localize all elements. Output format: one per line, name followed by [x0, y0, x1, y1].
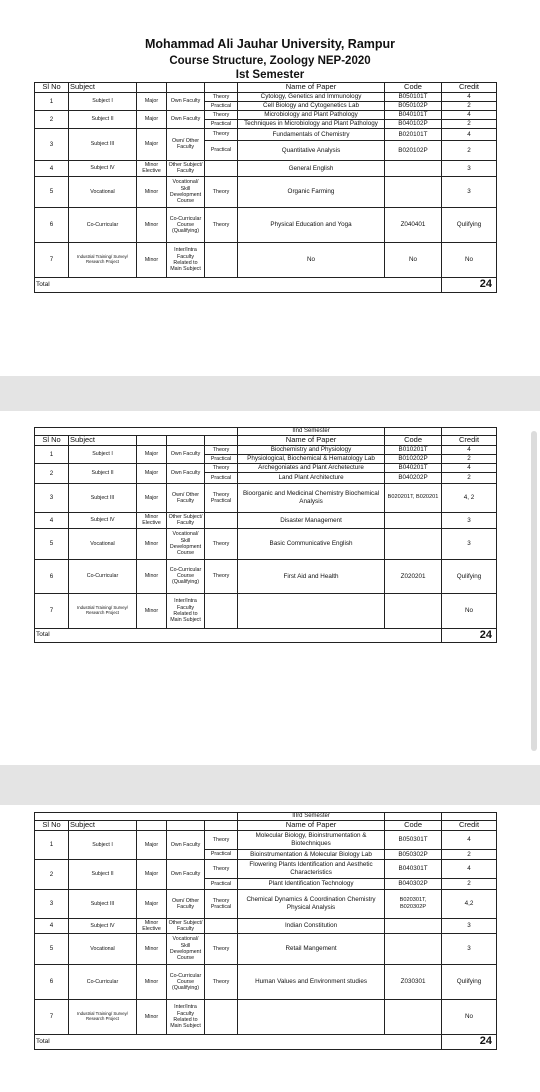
col-sl-no: Sl No — [35, 436, 69, 446]
page-separator — [0, 765, 540, 805]
table-row: 4 Subject IV Minor Elective Other Subject/ Faculty Indian Constitution 3 — [35, 918, 497, 933]
total-row — [35, 628, 497, 642]
page-3 — [0, 805, 540, 1092]
col-credit: Credit — [442, 821, 497, 831]
total-row — [35, 277, 497, 292]
table-row: 1 Subject I Major Own Faculty Theory Molecular Biology, Bioinstrumentation & Biotechniques B050301T 4 — [35, 830, 497, 849]
col-subject: Subject — [69, 83, 137, 93]
table-row: 6 Co-Curricular Minor Co-Curricular Course (Qualifying) Theory First Aid and Health Z020201 Qulifying — [35, 559, 497, 593]
col-credit: Credit — [442, 436, 497, 446]
semester-3-title: IIIrd Semester — [238, 813, 385, 821]
total-label: Total — [35, 628, 442, 642]
col-paper: Name of Paper — [238, 821, 385, 831]
page-2 — [0, 411, 540, 765]
total-row — [35, 1034, 497, 1049]
col-code: Code — [385, 821, 442, 831]
semester-2-table — [34, 427, 497, 643]
table-row: Practical Plant Identification Technology B040302P 2 — [35, 878, 497, 889]
total-credit: 24 — [442, 1034, 497, 1049]
table-row: 1 Subject I Major Own Faculty Theory Cytology, Genetics and Immunology B050101T 4 — [35, 92, 497, 101]
semester-3-table — [34, 812, 497, 1050]
col-sl-no: Sl No — [35, 83, 69, 93]
table-row: 1 Subject I Major Own Faculty Theory Biochemistry and Physiology B010201T 4 — [35, 445, 497, 454]
col-subject: Subject — [69, 436, 137, 446]
total-label: Total — [35, 1034, 442, 1049]
scrollbar[interactable] — [531, 431, 537, 751]
table-row: Practical Land Plant Architecture B040202P 2 — [35, 472, 497, 483]
table-row: 5 Vocational Minor Vocational/ Skill Development Course Theory Organic Farming 3 — [35, 176, 497, 207]
col-subject: Subject — [69, 821, 137, 831]
col-sl-no: Sl No — [35, 821, 69, 831]
table-row: 7 Industrial Training/ Survey/ Research Project Minor Inter/Intra Faculty Related to Main Subject No — [35, 593, 497, 628]
table-row: 5 Vocational Minor Vocational/ Skill Development Course Theory Basic Communicative English 3 — [35, 528, 497, 559]
total-credit: 24 — [442, 277, 497, 292]
col-paper: Name of Paper — [238, 436, 385, 446]
table-row: 4 Subject IV Minor Elective Other Subject/ Faculty Disaster Management 3 — [35, 512, 497, 528]
table-row: 6 Co-Curricular Minor Co-Curricular Course (Qualifying) Theory Human Values and Environment studies Z030301 Qulifying — [35, 964, 497, 999]
table-row: 2 Subject II Major Own Faculty Theory Archegoniates and Plant Archetecture B040201T 4 — [35, 463, 497, 472]
total-credit: 24 — [442, 628, 497, 642]
table-row: 3 Subject III Major Own/ Other Faculty Theory Fundamentals of Chemistry B020101T 4 — [35, 128, 497, 140]
table-row: 2 Subject II Major Own Faculty Theory Flowering Plants Identification and Aesthetic Characteristics B040301T 4 — [35, 859, 497, 878]
col-paper: Name of Paper — [238, 83, 385, 93]
table-row: 2 Subject II Major Own Faculty Theory Microbiology and Plant Pathology B040101T 4 — [35, 110, 497, 119]
col-code: Code — [385, 83, 442, 93]
col-credit: Credit — [442, 83, 497, 93]
table-row: 3 Subject III Major Own/ Other Faculty Theory Practical Bioorganic and Medicinal Chemistry Biochemical Analysis B020201T, B020201 4, 2 — [35, 483, 497, 512]
table-row: Practical Techniques in Microbiology and Plant Pathology B040102P 2 — [35, 119, 497, 128]
semester-1-title: Ist Semester — [235, 69, 305, 81]
semester-2-title: IInd Semester — [238, 428, 385, 436]
table-row: 3 Subject III Major Own/ Other Faculty Theory Practical Chemical Dynamics & Coordination Chemistry Physical Analysis B020301T, B020302P 4,2 — [35, 889, 497, 918]
total-label: Total — [35, 277, 442, 292]
table-row: 4 Subject IV Minor Elective Other Subject/ Faculty General English 3 — [35, 160, 497, 176]
table-row: Practical Bioinstrumentation & Molecular Biology Lab B050302P 2 — [35, 849, 497, 859]
col-code: Code — [385, 436, 442, 446]
table-row: Practical Cell Biology and Cytogenetics Lab B050102P 2 — [35, 101, 497, 110]
table-row: Practical Physiological, Biochemical & Hematology Lab B010202P 2 — [35, 454, 497, 463]
table-row: 7 Industrial Training/ Survey/ Research Project Minor Inter/Intra Faculty Related to Main Subject No No No — [35, 242, 497, 277]
table-row: 6 Co-Curricular Minor Co-Curricular Course (Qualifying) Theory Physical Education and Yoga Z040401 Qulifying — [35, 207, 497, 242]
page-1 — [0, 0, 540, 376]
semester-1-table — [34, 82, 497, 293]
table-row: 5 Vocational Minor Vocational/ Skill Development Course Theory Retail Mangement 3 — [35, 933, 497, 964]
page-separator — [0, 376, 540, 411]
table-row: 7 Industrial Training/ Survey/ Research Project Minor Inter/Intra Faculty Related to Main Subject No — [35, 999, 497, 1034]
table-row: Practical Quantitative Analysis B020102P 2 — [35, 140, 497, 160]
course-title: Course Structure, Zoology NEP-2020 — [169, 55, 371, 67]
university-title: Mohammad Ali Jauhar University, Rampur — [144, 37, 396, 51]
